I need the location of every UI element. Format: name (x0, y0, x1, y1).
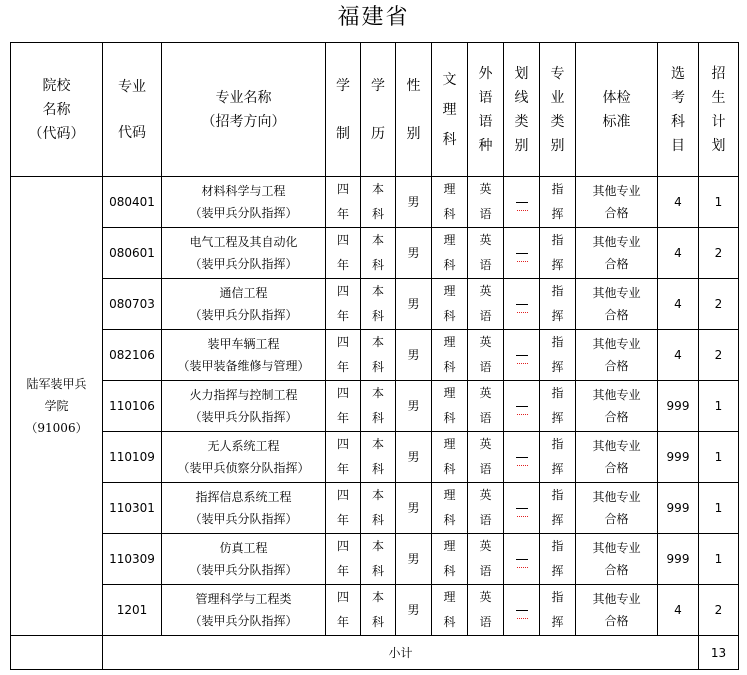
header-category (540, 43, 576, 177)
track: 理科 (443, 437, 456, 476)
major-code: 082106 (103, 330, 162, 381)
header-school-line1: 院校 (42, 77, 71, 94)
header-plan (699, 43, 739, 177)
plan-count: 2 (699, 330, 739, 381)
duration: 四年 (337, 539, 350, 578)
category-cell (540, 228, 576, 279)
physical-cell (576, 432, 658, 483)
degree-cell (361, 432, 396, 483)
category-cell (540, 177, 576, 228)
header-code (103, 43, 162, 177)
major-name: 火力指挥与控制工程 (189, 388, 298, 402)
subtotal-label: 小计 (103, 636, 699, 670)
cutoff-cell (504, 228, 540, 279)
major-name-cell (162, 432, 326, 483)
cutoff-cell (504, 534, 540, 585)
physical-cell (576, 228, 658, 279)
cutoff-dash (516, 304, 528, 305)
category-cell (540, 585, 576, 636)
category: 指挥 (551, 182, 564, 221)
header-degree-text: 学历 (371, 77, 385, 142)
major-code: 1201 (103, 585, 162, 636)
major-name-cell (162, 483, 326, 534)
cutoff-dash (516, 457, 528, 458)
language: 英语 (479, 335, 492, 374)
gender: 男 (396, 432, 432, 483)
major-name-cell (162, 534, 326, 585)
language-cell (468, 534, 504, 585)
header-elective-text: 选考科目 (671, 65, 685, 154)
category-cell (540, 432, 576, 483)
language-cell (468, 279, 504, 330)
language-cell (468, 228, 504, 279)
major-name: 材料科学与工程 (201, 184, 286, 198)
duration-cell (326, 279, 361, 330)
language-cell (468, 177, 504, 228)
language-cell (468, 432, 504, 483)
subtotal-row (11, 636, 739, 670)
language: 英语 (479, 488, 492, 527)
cutoff-dash (516, 610, 528, 611)
admission-plan-table (10, 42, 739, 670)
track: 理科 (443, 284, 456, 323)
category: 指挥 (551, 335, 564, 374)
track-cell (432, 483, 468, 534)
track: 理科 (443, 539, 456, 578)
major-direction: （装甲兵分队指挥） (189, 410, 298, 424)
school-name-line2: 学院 (44, 399, 69, 413)
category-cell (540, 381, 576, 432)
major-name-cell (162, 279, 326, 330)
table-row (11, 381, 739, 432)
duration-cell (326, 381, 361, 432)
physical-line2: 合格 (604, 308, 629, 322)
duration-cell (326, 330, 361, 381)
track: 理科 (443, 182, 456, 221)
degree-cell (361, 228, 396, 279)
duration-cell (326, 177, 361, 228)
category: 指挥 (551, 437, 564, 476)
major-name-cell (162, 585, 326, 636)
major-direction: （装甲兵分队指挥） (189, 308, 298, 322)
track-cell (432, 228, 468, 279)
table-row (11, 483, 739, 534)
school-code: （91006） (25, 421, 88, 435)
table-row (11, 228, 739, 279)
track-cell (432, 432, 468, 483)
physical-line2: 合格 (604, 563, 629, 577)
header-code-line2: 代码 (118, 124, 146, 141)
duration: 四年 (337, 488, 350, 527)
major-direction: （装甲兵分队指挥） (189, 206, 298, 220)
major-code: 080601 (103, 228, 162, 279)
major-name: 无人系统工程 (207, 439, 280, 453)
physical-cell (576, 585, 658, 636)
header-code-line1: 专业 (118, 78, 146, 95)
major-name: 指挥信息系统工程 (195, 490, 292, 504)
physical-line2: 合格 (604, 359, 629, 373)
category-cell (540, 534, 576, 585)
language: 英语 (479, 182, 492, 221)
track-cell (432, 381, 468, 432)
major-name-cell (162, 228, 326, 279)
track: 理科 (443, 488, 456, 527)
physical-cell (576, 483, 658, 534)
track-cell (432, 177, 468, 228)
language: 英语 (479, 386, 492, 425)
gender: 男 (396, 177, 432, 228)
physical-cell (576, 279, 658, 330)
header-school-line2: 名称 (42, 101, 71, 118)
physical-line1: 其他专业 (592, 337, 641, 351)
physical-line2: 合格 (604, 512, 629, 526)
physical-cell (576, 330, 658, 381)
major-name-cell (162, 381, 326, 432)
plan-count: 1 (699, 177, 739, 228)
gender: 男 (396, 330, 432, 381)
table-row (11, 177, 739, 228)
cutoff-dash (516, 406, 528, 407)
major-direction: （装甲兵分队指挥） (189, 563, 298, 577)
header-category-text: 专业类别 (550, 65, 565, 154)
category-cell (540, 483, 576, 534)
elective: 4 (658, 330, 699, 381)
language: 英语 (479, 590, 492, 629)
header-major-line1: 专业名称 (215, 89, 272, 106)
subtotal-blank (11, 636, 103, 670)
category-cell (540, 330, 576, 381)
cutoff-cell (504, 483, 540, 534)
major-code: 080703 (103, 279, 162, 330)
header-school (11, 43, 103, 177)
gender: 男 (396, 483, 432, 534)
header-track (432, 43, 468, 177)
cutoff-dash (516, 202, 528, 203)
degree-cell (361, 585, 396, 636)
major-name: 管理科学与工程类 (195, 592, 292, 606)
header-degree (361, 43, 396, 177)
table-row (11, 585, 739, 636)
degree: 本科 (372, 386, 385, 425)
major-code: 110106 (103, 381, 162, 432)
degree-cell (361, 381, 396, 432)
cutoff-cell (504, 177, 540, 228)
language: 英语 (479, 437, 492, 476)
gender: 男 (396, 585, 432, 636)
plan-count: 1 (699, 381, 739, 432)
physical-line2: 合格 (604, 461, 629, 475)
physical-line1: 其他专业 (592, 490, 641, 504)
duration: 四年 (337, 284, 350, 323)
elective: 4 (658, 228, 699, 279)
cutoff-dash (516, 355, 528, 356)
language: 英语 (479, 539, 492, 578)
duration-cell (326, 228, 361, 279)
table-row (11, 330, 739, 381)
header-plan-text: 招生计划 (711, 65, 726, 154)
elective: 999 (658, 534, 699, 585)
header-physical-line2: 标准 (602, 113, 631, 130)
degree: 本科 (372, 539, 385, 578)
physical-cell (576, 177, 658, 228)
physical-line1: 其他专业 (592, 286, 641, 300)
track-cell (432, 330, 468, 381)
language: 英语 (479, 284, 492, 323)
category-cell (540, 279, 576, 330)
header-cutoff (504, 43, 540, 177)
degree-cell (361, 534, 396, 585)
duration: 四年 (337, 590, 350, 629)
school-cell (11, 177, 103, 636)
language-cell (468, 483, 504, 534)
major-name-cell (162, 177, 326, 228)
physical-line1: 其他专业 (592, 592, 641, 606)
elective: 999 (658, 381, 699, 432)
track-cell (432, 534, 468, 585)
cutoff-dash (516, 253, 528, 254)
elective: 999 (658, 432, 699, 483)
school-name-line1: 陆军装甲兵 (26, 377, 87, 391)
major-name: 仿真工程 (219, 541, 268, 555)
gender: 男 (396, 534, 432, 585)
gender: 男 (396, 228, 432, 279)
elective: 4 (658, 177, 699, 228)
cutoff-dash (516, 559, 528, 560)
plan-count: 2 (699, 279, 739, 330)
track: 理科 (443, 335, 456, 374)
category: 指挥 (551, 284, 564, 323)
header-cutoff-text: 划线类别 (514, 65, 529, 154)
duration: 四年 (337, 335, 350, 374)
major-name-cell (162, 330, 326, 381)
elective: 4 (658, 585, 699, 636)
category: 指挥 (551, 539, 564, 578)
header-elective (658, 43, 699, 177)
degree: 本科 (372, 284, 385, 323)
physical-line1: 其他专业 (592, 184, 641, 198)
physical-line2: 合格 (604, 257, 629, 271)
cutoff-cell (504, 279, 540, 330)
physical-line2: 合格 (604, 206, 629, 220)
table-row (11, 534, 739, 585)
duration: 四年 (337, 182, 350, 221)
physical-cell (576, 381, 658, 432)
degree: 本科 (372, 590, 385, 629)
category: 指挥 (551, 488, 564, 527)
major-code: 110109 (103, 432, 162, 483)
duration-cell (326, 483, 361, 534)
major-direction: （装甲兵分队指挥） (189, 512, 298, 526)
physical-line1: 其他专业 (592, 439, 641, 453)
subtotal-value: 13 (699, 636, 739, 670)
plan-count: 2 (699, 585, 739, 636)
header-track-text: 文理科 (442, 71, 457, 148)
cutoff-cell (504, 432, 540, 483)
track-cell (432, 279, 468, 330)
plan-count: 1 (699, 432, 739, 483)
cutoff-dash (516, 508, 528, 509)
major-name: 装甲车辆工程 (207, 337, 280, 351)
physical-line2: 合格 (604, 410, 629, 424)
major-direction: （装甲兵分队指挥） (189, 257, 298, 271)
category: 指挥 (551, 590, 564, 629)
major-direction: （装甲兵分队指挥） (189, 614, 298, 628)
physical-line1: 其他专业 (592, 235, 641, 249)
major-code: 110309 (103, 534, 162, 585)
duration: 四年 (337, 233, 350, 272)
physical-line1: 其他专业 (592, 388, 641, 402)
category: 指挥 (551, 386, 564, 425)
page-title: 福建省 (337, 5, 410, 30)
duration: 四年 (337, 386, 350, 425)
major-direction: （装甲兵侦察分队指挥） (177, 461, 310, 475)
degree: 本科 (372, 233, 385, 272)
cutoff-cell (504, 330, 540, 381)
cutoff-cell (504, 381, 540, 432)
track: 理科 (443, 233, 456, 272)
physical-line1: 其他专业 (592, 541, 641, 555)
header-physical (576, 43, 658, 177)
track-cell (432, 585, 468, 636)
cutoff-cell (504, 585, 540, 636)
header-major (162, 43, 326, 177)
degree-cell (361, 177, 396, 228)
header-language-text: 外语语种 (478, 65, 493, 154)
table-row (11, 279, 739, 330)
language-cell (468, 585, 504, 636)
track: 理科 (443, 590, 456, 629)
duration-cell (326, 432, 361, 483)
plan-count: 1 (699, 483, 739, 534)
degree-cell (361, 330, 396, 381)
physical-cell (576, 534, 658, 585)
elective: 4 (658, 279, 699, 330)
header-language (468, 43, 504, 177)
gender: 男 (396, 279, 432, 330)
language-cell (468, 381, 504, 432)
major-name: 通信工程 (219, 286, 268, 300)
major-code: 110301 (103, 483, 162, 534)
major-name: 电气工程及其自动化 (189, 235, 298, 249)
duration: 四年 (337, 437, 350, 476)
elective: 999 (658, 483, 699, 534)
degree: 本科 (372, 182, 385, 221)
major-code: 080401 (103, 177, 162, 228)
header-gender (396, 43, 432, 177)
major-direction: （装甲装备维修与管理） (177, 359, 310, 373)
header-school-line3: （代码） (28, 125, 85, 142)
header-major-line2: （招考方向） (201, 113, 286, 130)
duration-cell (326, 585, 361, 636)
header-physical-line1: 体检 (602, 89, 631, 106)
header-row (11, 43, 739, 177)
duration-cell (326, 534, 361, 585)
plan-count: 1 (699, 534, 739, 585)
header-duration-text: 学制 (336, 77, 350, 142)
language-cell (468, 330, 504, 381)
header-gender-text: 性别 (406, 77, 421, 142)
degree: 本科 (372, 488, 385, 527)
category: 指挥 (551, 233, 564, 272)
degree: 本科 (372, 437, 385, 476)
plan-count: 2 (699, 228, 739, 279)
physical-line2: 合格 (604, 614, 629, 628)
gender: 男 (396, 381, 432, 432)
degree-cell (361, 483, 396, 534)
track: 理科 (443, 386, 456, 425)
header-duration (326, 43, 361, 177)
degree: 本科 (372, 335, 385, 374)
language: 英语 (479, 233, 492, 272)
table-row (11, 432, 739, 483)
degree-cell (361, 279, 396, 330)
